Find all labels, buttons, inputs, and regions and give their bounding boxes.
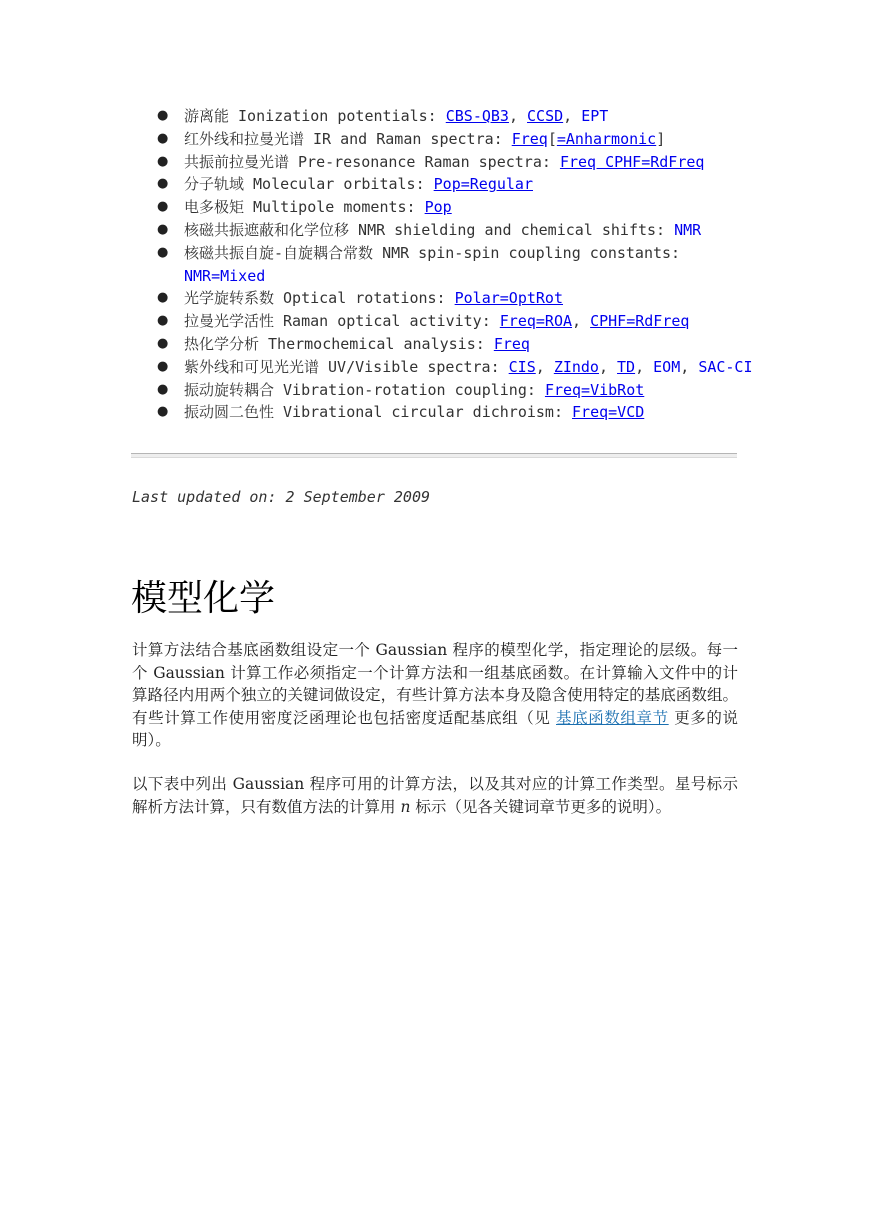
item-text: 共振前拉曼光谱 Pre-resonance Raman spectra: bbox=[184, 152, 560, 171]
list-item bbox=[132, 242, 752, 288]
bullet-icon: ● bbox=[157, 313, 169, 329]
list-item bbox=[132, 173, 752, 196]
separator: , bbox=[508, 107, 528, 125]
bracket-open: [ bbox=[547, 129, 557, 148]
link-polar-optrot[interactable]: Polar=OptRot bbox=[454, 289, 563, 308]
link-freq[interactable]: Freq bbox=[511, 129, 548, 148]
bullet-icon: ● bbox=[157, 153, 169, 169]
separator: , bbox=[535, 357, 554, 376]
properties-list bbox=[132, 105, 752, 424]
basis-set-section-link[interactable]: 基底函数组章节 bbox=[556, 708, 669, 727]
numeric-marker: n bbox=[400, 797, 411, 816]
bullet-icon: ● bbox=[157, 404, 169, 420]
separator: , bbox=[680, 357, 699, 376]
link-td[interactable]: TD bbox=[617, 357, 636, 376]
link-cphf-rdfreq[interactable]: CPHF=RdFreq bbox=[590, 312, 690, 331]
link-ccsd[interactable]: CCSD bbox=[527, 107, 564, 125]
list-item bbox=[132, 401, 752, 424]
bullet-icon: ● bbox=[157, 130, 169, 146]
bullet-icon: ● bbox=[157, 176, 169, 192]
list-item bbox=[132, 151, 752, 174]
list-item bbox=[132, 333, 752, 356]
item-text: 热化学分析 Thermochemical analysis: bbox=[184, 334, 494, 353]
item-text: 电多极矩 Multipole moments: bbox=[184, 198, 425, 217]
bullet-icon: ● bbox=[157, 199, 169, 215]
paragraph-methods-table bbox=[132, 773, 738, 818]
separator: , bbox=[572, 312, 591, 331]
bullet-icon: ● bbox=[157, 108, 169, 123]
list-item bbox=[132, 310, 752, 333]
link-nmr[interactable]: NMR bbox=[674, 220, 702, 239]
item-text: 振动旋转耦合 Vibration-rotation coupling: bbox=[184, 380, 545, 399]
link-eom[interactable]: EOM bbox=[653, 357, 681, 376]
link-zindo[interactable]: ZIndo bbox=[553, 357, 599, 376]
link-freq-cphf[interactable]: Freq CPHF=RdFreq bbox=[559, 152, 705, 171]
item-text: 拉曼光学活性 Raman optical activity: bbox=[184, 312, 500, 331]
link-cis[interactable]: CIS bbox=[508, 357, 536, 376]
list-item bbox=[132, 105, 752, 128]
link-ept[interactable]: EPT bbox=[581, 107, 609, 125]
item-text: 紫外线和可见光光谱 UV/Visible spectra: bbox=[184, 357, 509, 376]
bracket-close: ] bbox=[656, 129, 666, 148]
separator: , bbox=[598, 357, 618, 376]
last-updated: Last updated on: 2 September 2009 bbox=[132, 488, 431, 506]
link-anharmonic[interactable]: =Anharmonic bbox=[556, 129, 657, 148]
item-text: 游离能 Ionization potentials: bbox=[184, 107, 446, 125]
item-text: 核磁共振遮蔽和化学位移 NMR shielding and chemical shifts: bbox=[184, 220, 675, 239]
bullet-icon: ● bbox=[157, 244, 169, 260]
link-freq-thermo[interactable]: Freq bbox=[493, 334, 530, 353]
separator: , bbox=[635, 357, 654, 376]
list-item bbox=[132, 356, 752, 379]
list-item bbox=[132, 379, 752, 402]
link-pop[interactable]: Pop bbox=[424, 198, 452, 217]
bullet-icon: ● bbox=[157, 381, 169, 397]
link-cbs-qb3[interactable]: CBS-QB3 bbox=[445, 107, 509, 125]
item-text: 红外线和拉曼光谱 IR and Raman spectra: bbox=[184, 129, 512, 148]
bullet-icon: ● bbox=[157, 290, 169, 306]
bullet-icon: ● bbox=[157, 358, 169, 374]
paragraph-text: 以下表中列出 Gaussian 程序可用的计算方法，以及其对应的计算工作类型。星号标示解析方法计算，只有数值方法的计算用 bbox=[132, 775, 738, 816]
link-freq-vcd[interactable]: Freq=VCD bbox=[572, 403, 645, 422]
list-item bbox=[132, 219, 752, 242]
paragraph-text: 计算方法结合基底函数组设定一个 Gaussian 程序的模型化学，指定理论的层级。每一个 Gaussian 计算工作必须指定一个计算方法和一组基底函数。在计算输入文件中的计算路径内用两个独立的关键词做设定，有些计算方法本身及隐含使用特定的基底函数组。有些计算工作使用密度泛函理论也包括密度适配基底组（见 bbox=[132, 641, 738, 727]
bullet-icon: ● bbox=[157, 221, 169, 237]
section-heading: 模型化学 bbox=[131, 578, 276, 619]
item-text: 光学旋转系数 Optical rotations: bbox=[184, 289, 455, 308]
link-sac-ci[interactable]: SAC-CI bbox=[698, 357, 753, 376]
item-text: 振动圆二色性 Vibrational circular dichroism: bbox=[184, 403, 573, 422]
paragraph-text: 更多的说明）。 bbox=[132, 708, 738, 750]
link-nmr-mixed[interactable]: NMR=Mixed bbox=[184, 266, 266, 285]
item-text: 分子轨域 Molecular orbitals: bbox=[184, 175, 434, 194]
list-item bbox=[132, 287, 752, 310]
paragraph-text: 标示（见各关键词章节更多的说明）。 bbox=[410, 797, 672, 816]
link-pop-regular[interactable]: Pop=Regular bbox=[433, 175, 533, 194]
item-text: 核磁共振自旋-自旋耦合常数 NMR spin-spin coupling constants: bbox=[184, 243, 681, 262]
list-item bbox=[132, 128, 752, 151]
separator: , bbox=[563, 107, 582, 125]
horizontal-divider bbox=[131, 453, 737, 458]
list-item bbox=[132, 196, 752, 219]
link-freq-vibrot[interactable]: Freq=VibRot bbox=[544, 380, 645, 399]
bullet-icon: ● bbox=[157, 335, 169, 351]
link-freq-roa[interactable]: Freq=ROA bbox=[499, 312, 573, 331]
paragraph-model-chemistry bbox=[132, 639, 738, 752]
